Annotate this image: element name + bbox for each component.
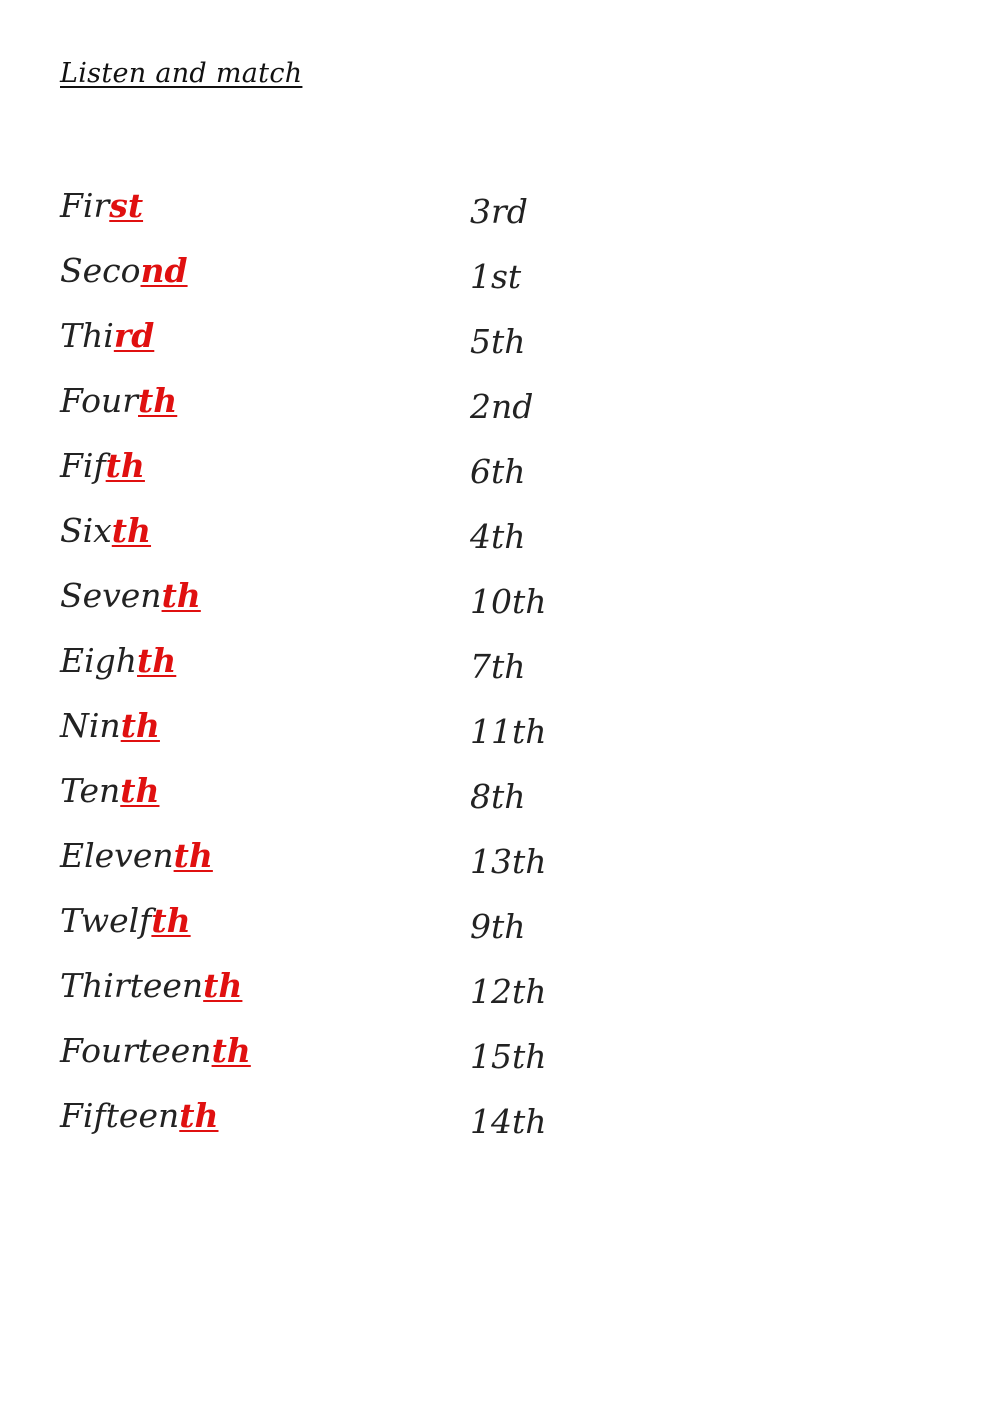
match-row [0, 1031, 1000, 1095]
ordinal-number[interactable]: 4th [470, 517, 526, 556]
match-row [0, 381, 1000, 445]
word-suffix: nd [140, 251, 188, 290]
ordinal-word[interactable] [60, 1031, 251, 1071]
word-stem: Fir [60, 186, 110, 225]
match-row [0, 576, 1000, 640]
word-suffix: th [120, 706, 160, 745]
word-stem: Thi [60, 316, 114, 355]
ordinal-word[interactable] [60, 966, 242, 1006]
word-stem: Seven [60, 576, 162, 615]
ordinal-word[interactable] [60, 186, 143, 226]
ordinal-word[interactable] [60, 641, 176, 681]
word-stem: Six [60, 511, 112, 550]
ordinal-word[interactable] [60, 511, 151, 551]
match-row [0, 706, 1000, 770]
ordinal-number[interactable]: 6th [470, 452, 526, 491]
ordinal-number[interactable]: 9th [470, 907, 526, 946]
word-stem: Fifteen [60, 1096, 180, 1135]
ordinal-word[interactable] [60, 771, 159, 811]
ordinal-number[interactable]: 3rd [470, 192, 528, 231]
word-stem: Fourteen [60, 1031, 212, 1070]
ordinal-word[interactable] [60, 1096, 219, 1136]
ordinal-number[interactable]: 2nd [470, 387, 534, 426]
ordinal-word[interactable] [60, 836, 213, 876]
ordinal-number[interactable]: 8th [470, 777, 526, 816]
word-suffix: th [173, 836, 213, 875]
word-stem: Nin [60, 706, 121, 745]
ordinal-word[interactable] [60, 251, 188, 291]
ordinal-word[interactable] [60, 901, 191, 941]
match-row [0, 836, 1000, 900]
ordinal-number[interactable]: 10th [470, 582, 547, 621]
word-stem: Four [60, 381, 138, 420]
word-suffix: th [211, 1031, 251, 1070]
match-row [0, 1096, 1000, 1160]
match-row [0, 771, 1000, 835]
ordinal-word[interactable] [60, 446, 145, 486]
ordinal-word[interactable] [60, 576, 201, 616]
ordinal-number[interactable]: 15th [470, 1037, 547, 1076]
word-stem: Eigh [60, 641, 138, 680]
ordinal-number[interactable]: 1st [470, 257, 522, 296]
word-suffix: th [111, 511, 152, 550]
match-row [0, 186, 1000, 250]
ordinal-word[interactable] [60, 316, 154, 356]
word-suffix: rd [113, 316, 155, 355]
word-stem: Eleven [60, 836, 174, 875]
word-stem: Fif [60, 446, 106, 485]
word-suffix: th [137, 641, 177, 680]
ordinal-number[interactable]: 11th [470, 712, 547, 751]
ordinal-number[interactable]: 14th [470, 1102, 547, 1141]
match-row [0, 316, 1000, 380]
ordinal-number[interactable]: 13th [470, 842, 547, 881]
word-suffix: th [179, 1096, 219, 1135]
word-suffix: th [138, 381, 178, 420]
ordinal-word[interactable] [60, 381, 177, 421]
word-stem: Seco [60, 251, 141, 290]
word-suffix: th [203, 966, 243, 1005]
word-stem: Ten [60, 771, 121, 810]
ordinal-number[interactable]: 12th [470, 972, 547, 1011]
match-row [0, 446, 1000, 510]
ordinal-word[interactable] [60, 706, 160, 746]
word-stem: Twelf [60, 901, 152, 940]
word-suffix: th [105, 446, 145, 485]
word-suffix: st [109, 186, 144, 225]
word-suffix: th [151, 901, 191, 940]
match-row [0, 251, 1000, 315]
word-suffix: th [120, 771, 160, 810]
ordinal-number[interactable]: 5th [470, 322, 526, 361]
match-row [0, 901, 1000, 965]
match-row [0, 966, 1000, 1030]
word-stem: Thirteen [60, 966, 204, 1005]
match-row [0, 641, 1000, 705]
page-title: Listen and match [60, 58, 303, 89]
ordinal-number[interactable]: 7th [470, 647, 526, 686]
match-row [0, 511, 1000, 575]
word-suffix: th [161, 576, 201, 615]
